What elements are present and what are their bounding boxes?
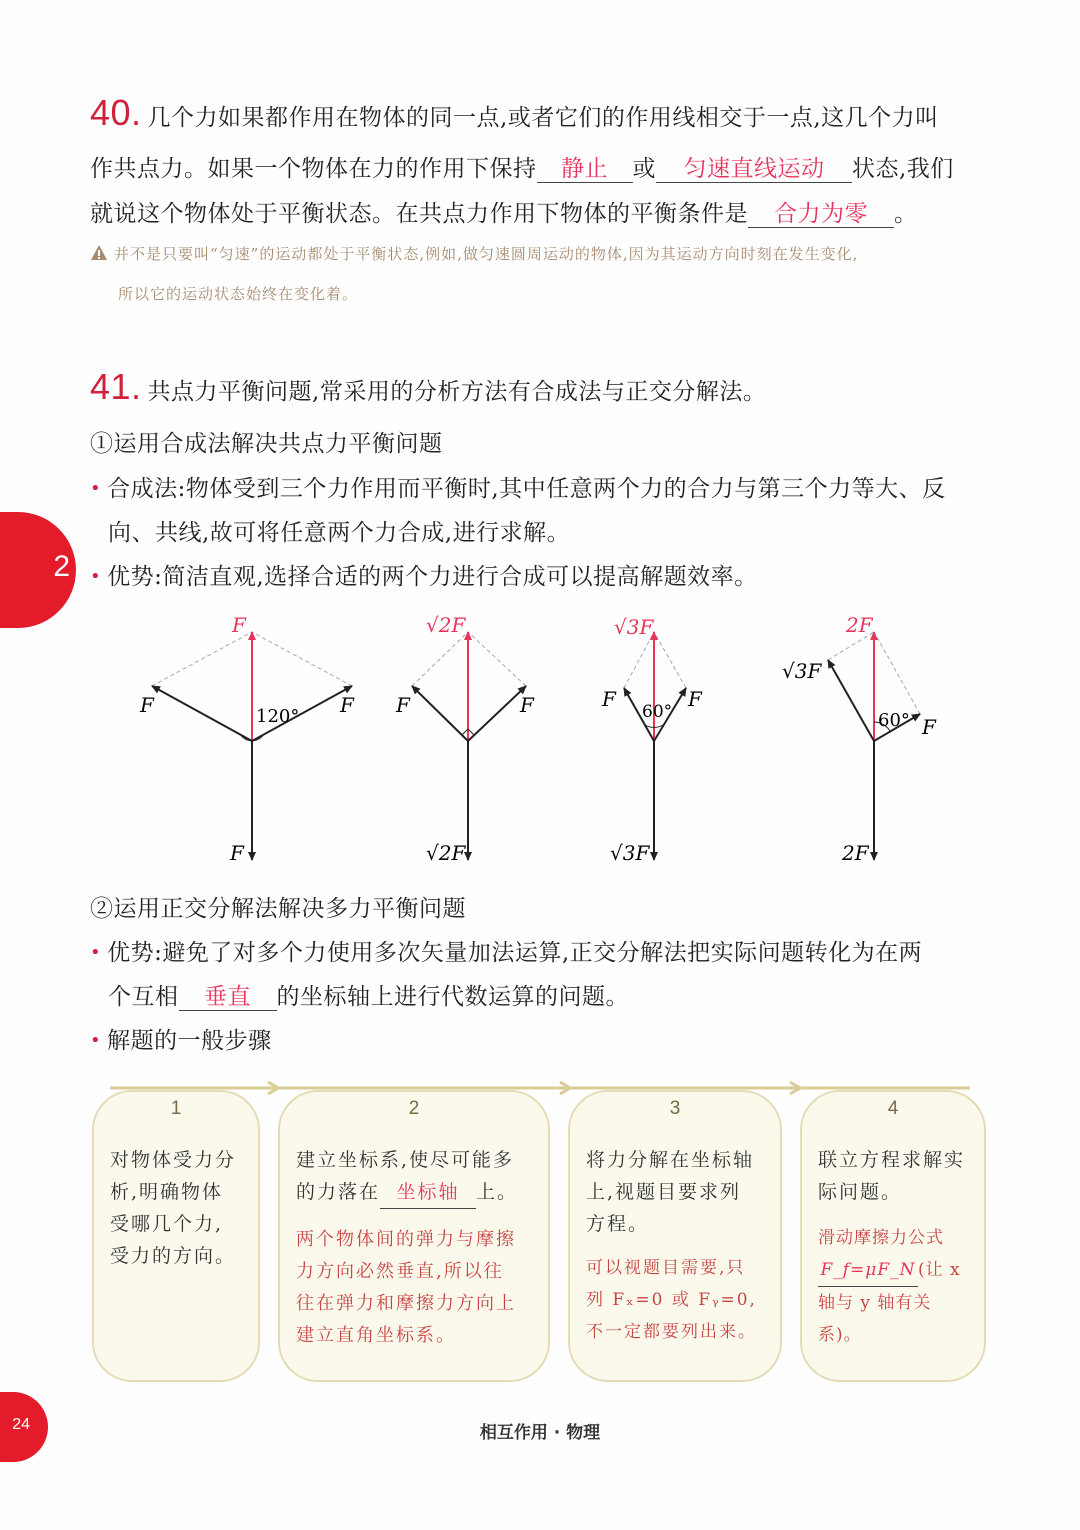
step-1-line: 对物体受力分	[110, 1149, 237, 1171]
d3-right-label: F	[688, 687, 702, 711]
bullet3-text-post: 的坐标轴上进行代数运算的问题。	[276, 984, 629, 1010]
step-4-note-b: (让 x	[918, 1260, 961, 1280]
step-2-note-line: 两个物体间的弹力与摩擦	[296, 1229, 516, 1250]
step-3-note	[586, 1252, 768, 1348]
q41-sub1-title: ①运用合成法解决共点力平衡问题	[90, 431, 443, 457]
blank-perpendicular: 垂直	[179, 984, 277, 1011]
bullet-synthesis-2: 向、共线,故可将任意两个力合成,进行求解。	[108, 520, 571, 546]
bullet2-text: 优势:简洁直观,选择合适的两个力进行合成可以提高解题效率。	[107, 564, 758, 590]
q41-sub2-title: ②运用正交分解法解决多力平衡问题	[90, 896, 466, 922]
diagram-60deg	[601, 615, 703, 865]
page-footer: 相互作用 · 物理	[479, 1423, 601, 1443]
bullet-dot: •	[90, 478, 102, 499]
d4-top-label: 2F	[846, 613, 873, 637]
step-1-line: 受力的方向。	[110, 1245, 237, 1267]
d1-angle-label: 120°	[256, 706, 300, 727]
warning-line2: 所以它的运动状态始终在变化着。	[118, 285, 359, 303]
blank-static: 静止	[537, 156, 633, 183]
d1-bottom-label: F	[230, 841, 244, 865]
step-4-note-line: 滑动摩擦力公式	[818, 1228, 944, 1248]
step-4	[800, 1090, 986, 1382]
bullet-steps	[90, 1022, 272, 1055]
bullet1-text-a: 合成法:物体受到三个力作用而平衡时,其中任意两个力的合力与第三个力等大、反	[107, 476, 946, 502]
blank-zero-net-force: 合力为零	[748, 201, 894, 228]
step-1-number: 1	[170, 1098, 182, 1119]
d2-top-label: √2F	[426, 613, 466, 637]
step-4-line: 际问题。	[818, 1181, 903, 1203]
d3-bottom-label: √3F	[610, 841, 650, 865]
d3-angle-label: 60°	[642, 702, 673, 722]
step-3-number: 3	[669, 1098, 681, 1119]
step-2-note-line: 建立直角坐标系。	[296, 1325, 456, 1346]
step-4-line: 联立方程求解实	[818, 1149, 966, 1171]
step-3-note-line: 可以视题目需要,只	[586, 1258, 746, 1278]
warning-icon	[90, 244, 108, 262]
q41-intro: 共点力平衡问题,常采用的分析方法有合成法与正交分解法。	[147, 379, 767, 405]
q40-number: 40.	[90, 92, 142, 133]
d1-right-label: F	[340, 693, 354, 717]
force-diagrams	[0, 600, 1080, 880]
diagram-right-angle	[782, 613, 937, 865]
d2-right-label: F	[520, 693, 534, 717]
step-3-line: 将力分解在坐标轴	[586, 1149, 755, 1171]
step-3-note-line: 列 Fₓ=0 或 Fᵧ=0,	[586, 1290, 757, 1310]
step-2-number: 2	[408, 1098, 420, 1119]
step-2-pre: 的力落在	[296, 1181, 381, 1203]
step-4-note	[818, 1222, 972, 1351]
page-number: 24	[12, 1416, 30, 1433]
q40-line3	[90, 195, 918, 228]
step-2-text	[296, 1144, 534, 1209]
step-1	[92, 1090, 260, 1382]
d4-angle-label: 60°	[878, 710, 910, 731]
step-3	[568, 1090, 782, 1382]
q40-text2b: 或	[632, 156, 656, 182]
q40-line1	[90, 92, 939, 134]
blank-axis: 坐标轴	[380, 1176, 476, 1209]
diagram-120deg	[139, 613, 355, 865]
bullet-advantage-1	[90, 558, 758, 591]
step-1-line: 析,明确物体	[110, 1181, 224, 1203]
bullet-dot: •	[90, 942, 102, 963]
diagram-90deg	[395, 613, 535, 865]
bullet-synthesis-1	[90, 470, 946, 503]
step-2-note-line: 往在弹力和摩擦力方向上	[296, 1293, 516, 1314]
d4-right-label: F	[922, 715, 936, 739]
q41-number: 41.	[90, 366, 142, 407]
step-4-text	[818, 1144, 970, 1208]
bullet-orthogonal-2	[108, 978, 629, 1011]
d4-left-label: √3F	[782, 659, 822, 683]
d3-top-label: √3F	[614, 615, 654, 639]
bullet-dot: •	[90, 1030, 102, 1051]
step-3-note-line: 不一定都要列出来。	[586, 1322, 757, 1342]
step-2-line	[296, 1176, 534, 1209]
warning-text1: 并不是只要叫“匀速”的运动都处于平衡状态,例如,做匀速圆周运动的物体,因为其运动方向时刻在发生变化,	[114, 245, 859, 263]
step-3-line: 方程。	[586, 1213, 650, 1235]
step-2-note-line: 力方向必然垂直,所以往	[296, 1261, 504, 1282]
blank-uniform-motion: 匀速直线运动	[656, 156, 852, 183]
d2-left-label: F	[396, 693, 410, 717]
step-3-text	[586, 1144, 766, 1240]
d1-top-label: F	[232, 613, 246, 637]
chapter-number: 2	[53, 550, 70, 583]
warning-line1	[90, 243, 858, 264]
q40-line2	[90, 150, 954, 183]
step-2-note	[296, 1224, 536, 1352]
step-1-text	[110, 1144, 244, 1272]
step-2-line: 建立坐标系,使尽可能多	[296, 1149, 515, 1171]
step-4-note-line	[818, 1254, 972, 1287]
d4-bottom-label: 2F	[842, 841, 869, 865]
step-4-note-line: 轴与 y 轴有关系)。	[818, 1293, 932, 1345]
bullet4-text: 解题的一般步骤	[107, 1028, 272, 1054]
bullet3-text-pre: 个互相	[108, 984, 179, 1010]
friction-formula: F_f=μF_N	[818, 1254, 918, 1287]
q40-text3b: 。	[894, 201, 918, 227]
step-2-post: 上。	[476, 1181, 519, 1203]
d3-left-label: F	[602, 687, 616, 711]
step-1-line: 受哪几个力,	[110, 1213, 224, 1235]
step-3-line: 上,视题目要求列	[586, 1181, 742, 1203]
q40-text3a: 就说这个物体处于平衡状态。在共点力作用下物体的平衡条件是	[90, 201, 748, 227]
d2-bottom-label: √2F	[426, 841, 466, 865]
bullet-orthogonal-1	[90, 934, 922, 967]
bullet3-text-a: 优势:避免了对多个力使用多次矢量加法运算,正交分解法把实际问题转化为在两	[107, 940, 923, 966]
q40-text2a: 作共点力。如果一个物体在力的作用下保持	[90, 156, 537, 182]
q40-text1: 几个力如果都作用在物体的同一点,或者它们的作用线相交于一点,这几个力叫	[147, 105, 939, 131]
step-2	[278, 1090, 550, 1382]
step-4-number: 4	[887, 1098, 899, 1119]
bullet-dot: •	[90, 566, 102, 587]
q41-line1	[90, 366, 766, 408]
q40-text2c: 状态,我们	[852, 156, 954, 182]
d1-left-label: F	[140, 693, 154, 717]
